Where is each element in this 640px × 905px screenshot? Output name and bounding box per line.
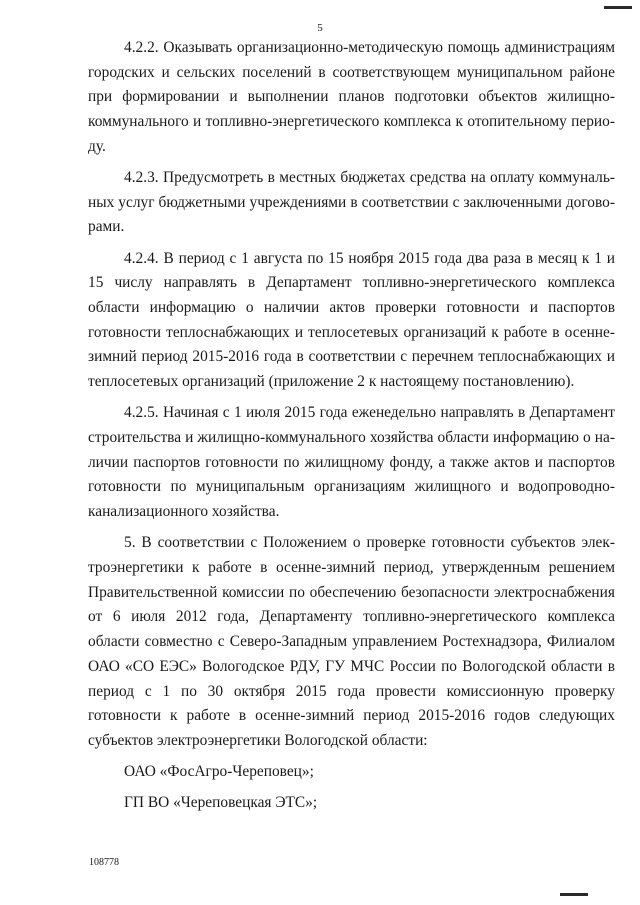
document-code: 108778 (89, 857, 119, 868)
document-body (88, 36, 615, 823)
paragraph-5: 5. В соответствии с Положением о проверке готовности субъектов электроэнергетики к работе в осенне-зимний период, утвержденным решением Правительственной комиссии по обеспечению безопасности электроснабжения от 6 июля 2012 года, Департаменту топливно-энергетического комплекса области совместно с Северо-Западным управлением Ростехнадзора, Филиалом ОАО «СО ЕЭС» Вологодское РДУ, ГУ МЧС России по Вологодской области в период с 1 по 30 октября 2015 года провести комиссионную проверку готовности к работе в осенне-зимний период 2015-2016 годов следующих субъектов электроэнергетики Вологодской области: (88, 534, 615, 749)
paragraph-4-2-3: 4.2.3. Предусмотреть в местных бюджетах средства на оплату коммунальных услуг бюджетными учреждениями в соответствии с заключенными договорами. (88, 169, 615, 236)
list-item-cherepovets-ets: ГП ВО «Череповецкая ЭТС»; (124, 794, 318, 812)
scan-corner-mark-bottom (560, 893, 588, 896)
paragraph-4-2-2: 4.2.2. Оказывать организационно-методическую помощь администрациям городских и сельских поселений в соответствующем муниципальном районе при формировании и выполнении планов подготовки объектов жилищно-коммунального и топливно-энергетического комплекса к отопительному периоду. (88, 39, 615, 155)
list-item-fosagro: ОАО «ФосАгро-Череповец»; (124, 763, 314, 781)
paragraph-4-2-4: 4.2.4. В период с 1 августа по 15 ноября 2015 года два раза в месяц к 1 и 15 числу направлять в Департамент топливно-энергетического комплекса области информацию о наличии актов проверки готовности и паспортов готовности теплоснабжающих и теплосетевых организаций к работе в осенне-зимний период 2015-2016 года в соответствии с перечнем теплоснабжающих и теплосетевых организаций (приложение 2 к настоящему постановлению). (88, 249, 615, 391)
scan-corner-mark-top (604, 6, 632, 9)
paragraph-4-2-5: 4.2.5. Начиная с 1 июля 2015 года еженедельно направлять в Департамент строительства и жилищно-коммунального хозяйства области информацию о наличии паспортов готовности по жилищному фонду, а также актов и паспортов готовности по муниципальным организациям жилищного и водопроводно-канализационного хозяйства. (88, 404, 615, 521)
page-number: 5 (317, 22, 323, 34)
